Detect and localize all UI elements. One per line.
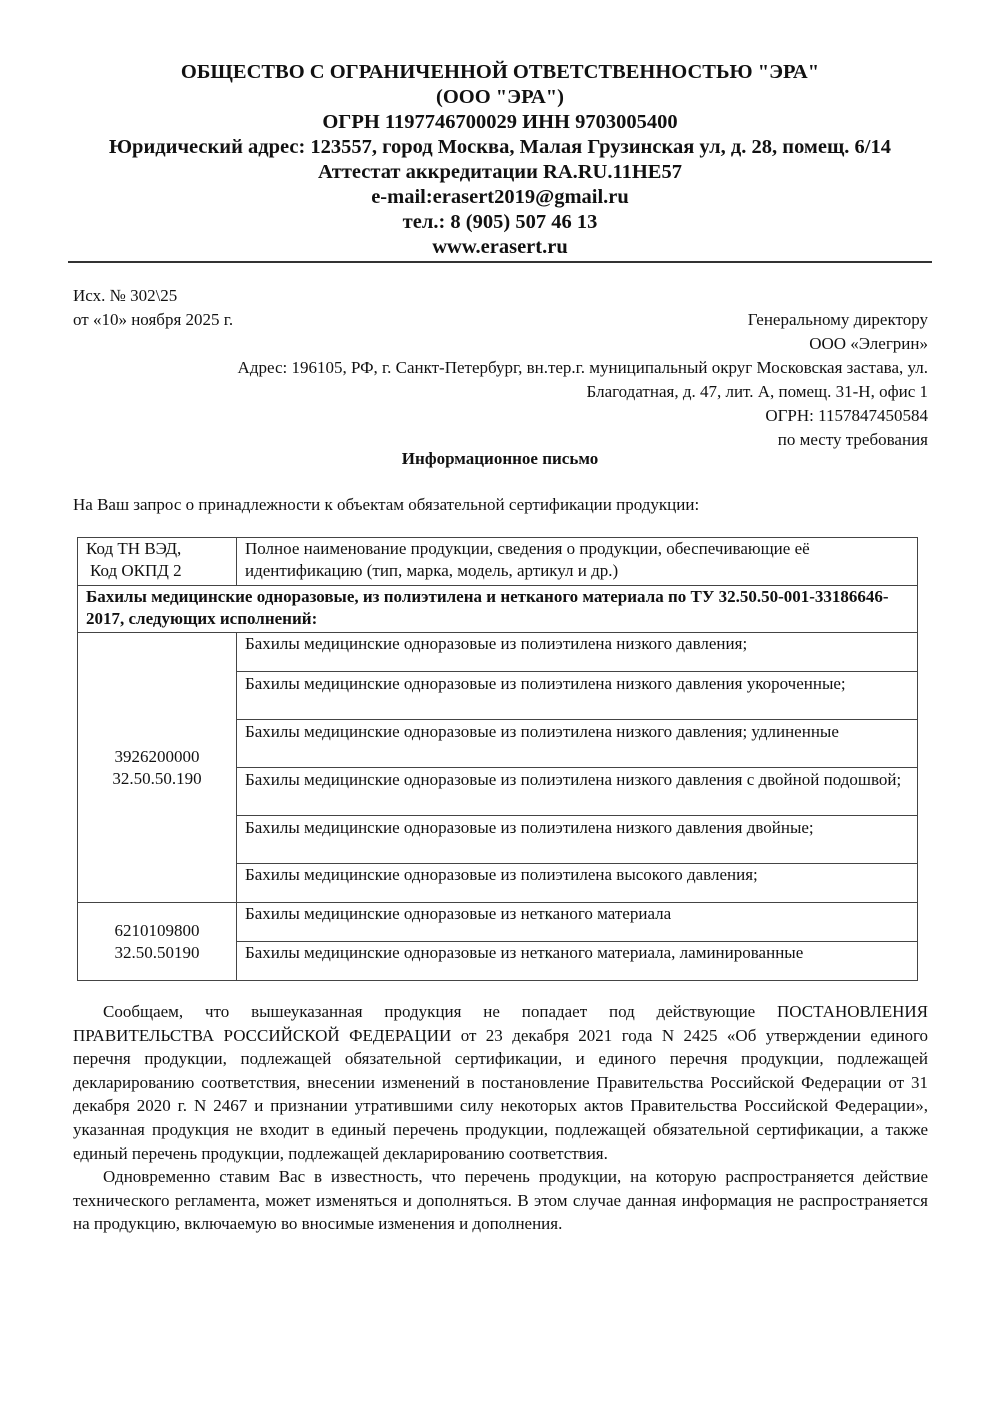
addressee-company: ООО «Элегрин»: [809, 334, 928, 353]
product-group-title-row: [78, 586, 918, 633]
company-email: e-mail:erasert2019@gmail.ru: [371, 186, 629, 208]
header-okpd2-label: Код ОКПД 2: [90, 561, 182, 580]
addressee-position: Генеральному директору: [747, 310, 928, 329]
product-group-title: Бахилы медицинские одноразовые, из полиэтилена и нетканого материала по ТУ 32.50.50-001-33186646-2017, следующих исполнений:: [78, 586, 918, 633]
body-paragraph-1: Сообщаем, что вышеуказанная продукция не попадает под действующие ПОСТАНОВЛЕНИЯ ПРАВИТЕЛЬСТВА РОССИЙСКОЙ ФЕДЕРАЦИИ от 23 декабря 2021 года N 2425 «Об утверждении единого перечня продукции, подлежащей обязательной сертификации, и единого перечня продукции, подлежащей декларированию соответствия, внесении изменений в постановление Правительства Российской Федерации от 31 декабря 2020 г. N 2467 и признании утратившими силу некоторых актов Правительства Российской Федерации», указанная продукция не входит в единый перечень продукции, подлежащей обязательной сертификации, а также единый перечень продукции, подлежащей декларированию соответствия.: [73, 1002, 928, 1163]
letter-date: от «10» ноября 2025 г.: [73, 310, 234, 329]
product-item: Бахилы медицинские одноразовые из нетканого материала, ламинированные: [237, 942, 918, 981]
header-description-cell: Полное наименование продукции, сведения о продукции, обеспечивающие её идентификацию (тип, марка, модель, артикул и др.): [237, 538, 918, 586]
product-item: Бахилы медицинские одноразовые из полиэтилена низкого давления укороченные;: [237, 672, 918, 720]
company-website: www.erasert.ru: [432, 236, 568, 258]
group-1-okpd2: 32.50.50.190: [112, 768, 202, 788]
product-item: Бахилы медицинские одноразовые из полиэтилена низкого давления с двойной подошвой;: [237, 768, 918, 816]
letterhead: [68, 60, 932, 260]
company-phone: тел.: 8 (905) 507 46 13: [402, 211, 598, 233]
product-item: Бахилы медицинские одноразовые из полиэтилена низкого давления двойные;: [237, 816, 918, 864]
accreditation-number: Аттестат аккредитации RA.RU.11НЕ57: [318, 161, 682, 183]
table-row: [78, 633, 918, 672]
addressee-ogrn: ОГРН: 1157847450584: [765, 406, 928, 425]
table-row: [78, 903, 918, 942]
letterhead-divider: [68, 261, 932, 263]
products-table: [77, 537, 918, 981]
addressee-block: [68, 308, 928, 452]
addressee-address-line2: Благодатная, д. 47, лит. А, помещ. 31-Н, офис 1: [586, 382, 928, 401]
product-item: Бахилы медицинские одноразовые из полиэтилена высокого давления;: [237, 864, 918, 903]
group-1-tn-ved: 3926200000: [114, 746, 200, 766]
header-tn-ved-label: Код ТН ВЭД,: [86, 539, 182, 558]
letter-title: Информационное письмо: [401, 449, 599, 468]
company-full-name: ОБЩЕСТВО С ОГРАНИЧЕННОЙ ОТВЕТСТВЕННОСТЬЮ "ЭРА": [180, 61, 820, 83]
group-2-codes: [78, 903, 237, 981]
letter-intro: На Ваш запрос о принадлежности к объектам обязательной сертификации продукции:: [73, 495, 700, 514]
group-1-codes: [78, 633, 237, 903]
group-2-tn-ved: 6210109800: [114, 920, 200, 940]
company-short-name: (ООО "ЭРА"): [436, 86, 564, 108]
product-item: Бахилы медицинские одноразовые из полиэтилена низкого давления; удлиненные: [237, 720, 918, 768]
company-registration: ОГРН 1197746700029 ИНН 9703005400: [322, 111, 678, 133]
company-legal-address: Юридический адрес: 123557, город Москва, Малая Грузинская ул, д. 28, помещ. 6/14: [108, 136, 892, 158]
letter-body: [73, 1000, 928, 1236]
product-item: Бахилы медицинские одноразовые из нетканого материала: [237, 903, 918, 942]
body-paragraph-2: Одновременно ставим Вас в известность, что перечень продукции, на которую распространяется действие технического регламента, может изменяться и дополняться. В этом случае данная информация не распространяется на продукцию, включаемую во вносимые изменения и дополнения.: [73, 1167, 928, 1234]
group-2-okpd2: 32.50.50190: [114, 942, 200, 962]
addressee-note: по месту требования: [777, 430, 928, 449]
outgoing-number: Исх. № 302\25: [73, 286, 178, 305]
header-code-cell: [78, 538, 237, 586]
addressee-address-line1: Адрес: 196105, РФ, г. Санкт-Петербург, вн.тер.г. муниципальный округ Московская застава, ул.: [237, 358, 928, 377]
table-header-row: [78, 538, 918, 586]
product-item: Бахилы медицинские одноразовые из полиэтилена низкого давления;: [237, 633, 918, 672]
